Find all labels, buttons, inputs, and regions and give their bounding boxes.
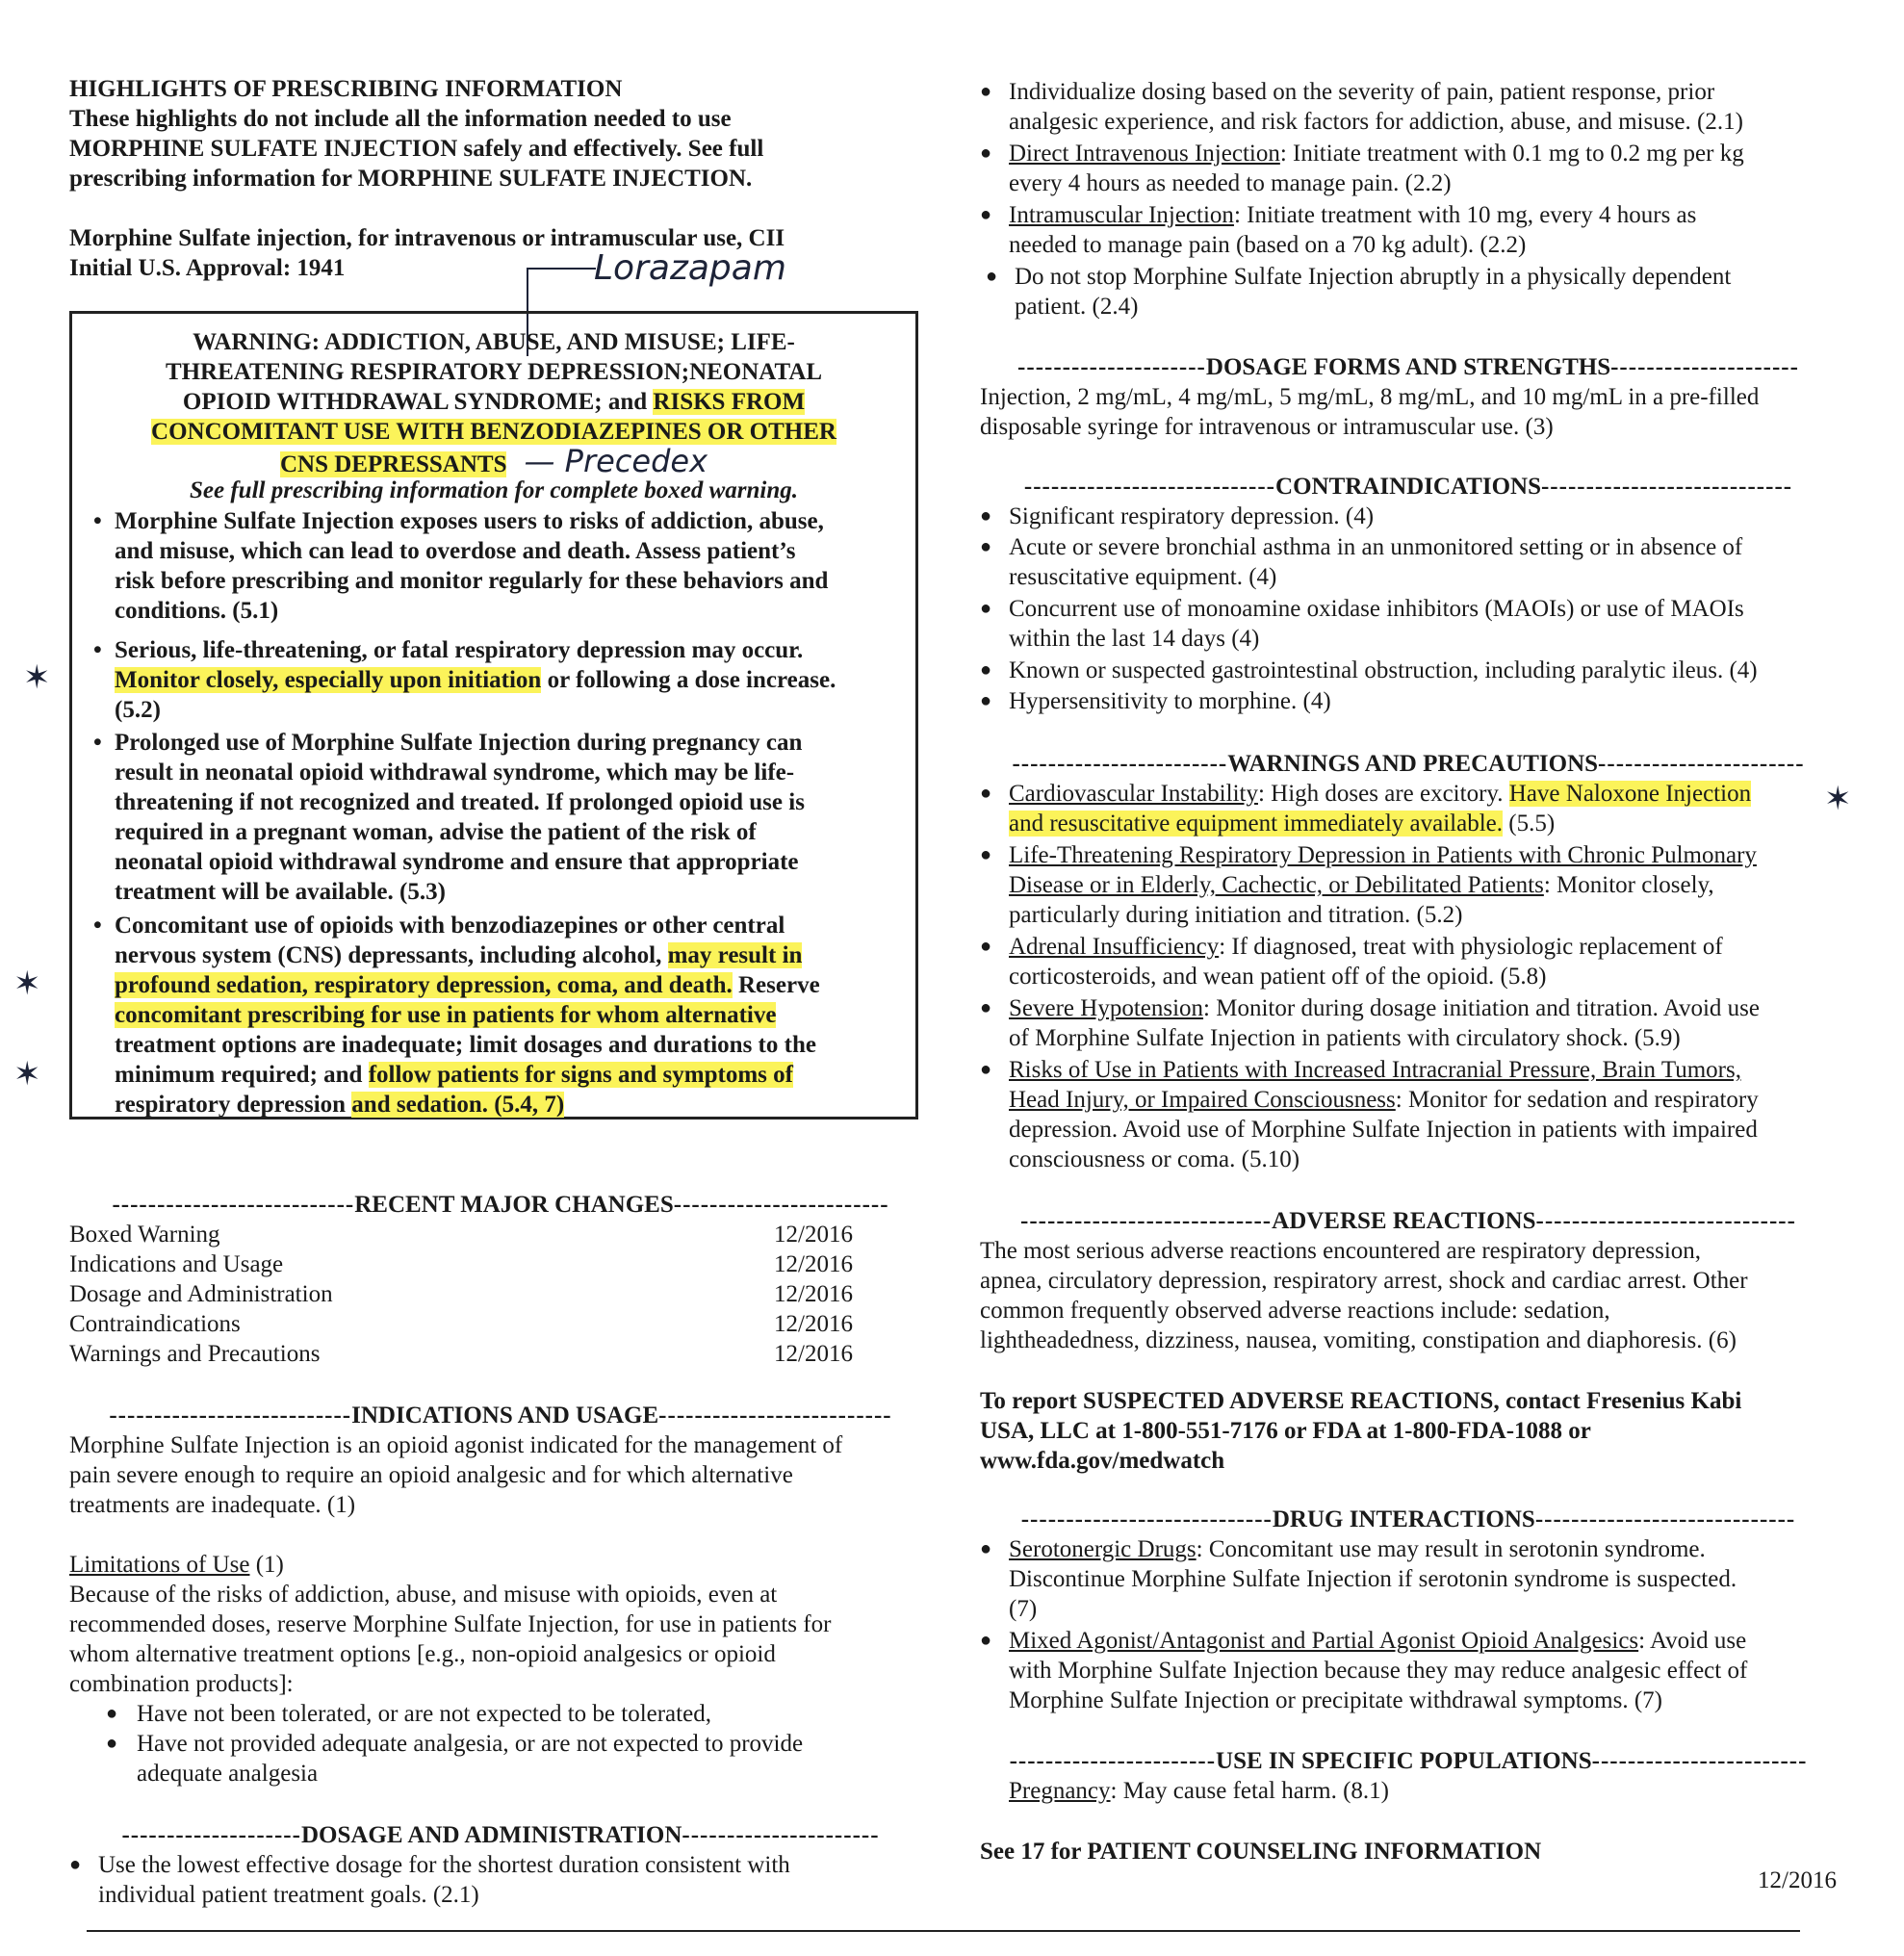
text-line: apnea, circulatory depression, respiratory arrest, shock and cardiac arrest. Other [980,1268,1748,1294]
adverse-heading: ----------------------------ADVERSE REACTIONS----------------------------- [1020,1208,1796,1234]
change-date: 12/2016 [774,1281,853,1307]
text-line: within the last 14 days (4) [1009,626,1260,652]
boxed-warning-title [72,327,915,479]
text-line: www.fda.gov/medwatch [980,1448,1225,1474]
text-line: resuscitative equipment. (4) [1009,564,1277,590]
highlighted-text: and resuscitative equipment immediately available. [1009,811,1504,836]
text-line: Acute or severe bronchial asthma in an unmonitored setting or in absence of [1009,534,1743,560]
underlined-term: Direct Intravenous Injection [1009,141,1280,167]
text-line: Use the lowest effective dosage for the shortest duration consistent with [98,1852,790,1878]
indications-heading: ---------------------------INDICATIONS AND USAGE-------------------------- [109,1403,892,1428]
text-line: lightheadedness, dizziness, nausea, vomiting, constipation and diaphoresis. (6) [980,1327,1737,1353]
change-row [69,1309,859,1339]
bullet-icon: • [93,730,102,756]
populations-heading: -----------------------USE IN SPECIFIC POPULATIONS------------------------ [1009,1748,1808,1774]
text-line: Significant respiratory depression. (4) [1009,503,1375,529]
boxed-item-line: Concomitant use of opioids with benzodiazepines or other central [115,913,785,939]
bullet-icon: ● [980,142,992,164]
text-line: USA, LLC at 1-800-551-7176 or FDA at 1-800-FDA-1088 or [980,1418,1591,1444]
text-line: (7) [1009,1596,1038,1622]
highlighted-text: CNS DEPRESSANTS [279,451,507,477]
underlined-term: Head Injury, or Impaired Consciousness [1009,1087,1396,1113]
highlighted-text: may result in [667,942,803,968]
recent-changes-heading: ---------------------------RECENT MAJOR CHANGES------------------------ [112,1192,889,1218]
intro-line: prescribing information for MORPHINE SULFATE INJECTION. [69,166,753,192]
boxed-item-line: required in a pregnant woman, advise the patient of the risk of [115,819,757,845]
highlights-title: HIGHLIGHTS OF PRESCRIBING INFORMATION [69,76,623,102]
text-line: with Morphine Sulfate Injection because they may reduce analgesic effect of [1009,1658,1748,1684]
bullet-icon: ● [980,783,992,804]
boxed-item-line: neonatal opioid withdrawal syndrome and ensure that appropriate [115,849,799,875]
text-line: adequate analgesia [137,1761,319,1787]
underlined-term: Life-Threatening Respiratory Depression in Patients with Chronic Pulmonary [1009,842,1757,868]
boxed-item-line: respiratory depression and sedation. (5.4, 7) [115,1092,565,1118]
text-line: Individualize dosing based on the severity of pain, patient response, prior [1009,79,1715,105]
bullet-icon: ● [980,505,992,527]
text-part: : Initiate treatment with 10 mg, every 4 hours as [1233,202,1697,228]
bullet-icon: ● [980,1059,992,1080]
boxed-item-line: (5.2) [115,697,161,723]
handwritten-precedex: — Precedex [524,443,708,479]
populations-text [1009,1776,1389,1806]
text-line: Injection, 2 mg/mL, 4 mg/mL, 5 mg/mL, 8 mg/mL, and 10 mg/mL in a pre-filled [980,384,1760,410]
underlined-term: Pregnancy [1009,1778,1111,1804]
section-title: DRUG INTERACTIONS [1272,1506,1535,1532]
text-part: : Monitor closely, [1543,872,1714,898]
title-part: OPIOID WITHDRAWAL SYNDROME; and [182,389,654,415]
highlighted-text: Monitor closely, especially upon initiation [115,667,542,693]
text-line: Do not stop Morphine Sulfate Injection abruptly in a physically dependent [1015,264,1732,290]
boxed-item-line [115,1000,904,1030]
interactions-heading: ----------------------------DRUG INTERACTIONS----------------------------- [1020,1506,1796,1532]
change-date: 12/2016 [774,1222,853,1248]
bullet-icon: ● [106,1733,118,1754]
handwritten-lorazepam: Lorazapam [594,248,786,288]
text-line: needed to manage pain (based on a 70 kg adult). (2.2) [1009,232,1527,258]
boxed-item-line: Morphine Sulfate Injection exposes users to risks of addiction, abuse, [115,508,824,534]
section-title: CONTRAINDICATIONS [1275,474,1541,500]
boxed-item-line: Serious, life-threatening, or fatal respiratory depression may occur. [115,637,804,663]
handwritten-star-icon: ✶ [23,658,51,697]
highlighted-text: profound sedation, respiratory depression, coma, and death. [115,972,733,998]
text-part: : Monitor during dosage initiation and titration. Avoid use [1203,995,1760,1021]
text-line: Have not been tolerated, or are not expected to be tolerated, [137,1701,711,1727]
bullet-icon: ● [980,536,992,557]
revision-date: 12/2016 [1758,1867,1837,1893]
footer-rule [87,1930,1800,1932]
product-line: Morphine Sulfate injection, for intravenous or intramuscular use, CII [69,225,785,251]
text-line: patient. (2.4) [1015,294,1139,320]
handwritten-star-icon: ✶ [13,965,41,1003]
report-adverse [980,1386,1741,1476]
text-line: whom alternative treatment options [e.g., non-opioid analgesics or opioid [69,1641,776,1667]
change-date: 12/2016 [774,1311,853,1337]
underlined-term: Adrenal Insufficiency [1009,934,1220,960]
text-line: Because of the risks of addiction, abuse, and misuse with opioids, even at [69,1582,778,1608]
underlined-term: Mixed Agonist/Antagonist and Partial Agonist Opioid Analgesics [1009,1628,1639,1654]
text-line: individual patient treatment goals. (2.1) [98,1882,479,1908]
bullet-icon: ● [980,690,992,711]
limitations-label: Limitations of Use [69,1552,250,1578]
section-title: WARNINGS AND PRECAUTIONS [1227,751,1599,777]
text-line: Have not provided adequate analgesia, or are not expected to provide [137,1731,804,1757]
text-part: : Concomitant use may result in serotonin syndrome. [1196,1536,1706,1562]
change-row [69,1279,859,1309]
text-line: combination products]: [69,1671,294,1697]
change-row [69,1220,859,1249]
change-row [69,1339,859,1369]
text-line: depression. Avoid use of Morphine Sulfate Injection in patients with impaired [1009,1117,1758,1143]
intro-line: These highlights do not include all the information needed to use [69,106,732,132]
bullet-icon: • [93,913,102,939]
text-line: disposable syringe for intravenous or intramuscular use. (3) [980,414,1554,440]
text-line: Concurrent use of monoamine oxidase inhibitors (MAOIs) or use of MAOIs [1009,596,1744,622]
text-line [1009,200,1839,230]
boxed-title-line: WARNING: ADDICTION, ABUSE, AND MISUSE; LIFE- [193,329,795,355]
boxed-item-line: Prolonged use of Morphine Sulfate Injection during pregnancy can [115,730,803,756]
underlined-term: Disease or in Elderly, Cachectic, or Debilitated Patients [1009,872,1544,898]
limitations-heading [69,1550,831,1580]
bullet-icon: ● [986,266,998,287]
text-line: and resuscitative equipment immediately available. (5.5) [1009,811,1556,836]
underlined-term: Serotonergic Drugs [1009,1536,1196,1562]
boxed-title-line: THREATENING RESPIRATORY DEPRESSION;NEONATAL [165,359,823,385]
bullet-icon: ● [980,204,992,225]
text-part: : If diagnosed, treat with physiologic replacement of [1219,934,1723,960]
highlighted-text: Have Naloxone Injection [1508,781,1752,807]
underlined-term: Intramuscular Injection [1009,202,1234,228]
limitations-ref: (1) [249,1552,284,1578]
boxed-item-line: result in neonatal opioid withdrawal syndrome, which may be life- [115,759,795,785]
text-line [1009,870,1839,900]
indications-text [69,1430,842,1520]
text-line: The most serious adverse reactions encountered are respiratory depression, [980,1238,1702,1264]
highlighted-text: RISKS FROM [653,389,806,415]
change-label: Contraindications [69,1311,241,1337]
highlighted-text: follow patients for signs and symptoms of [368,1062,793,1088]
dosage-admin-heading: --------------------DOSAGE AND ADMINISTRATION---------------------- [121,1822,880,1848]
change-label: Boxed Warning [69,1222,220,1248]
text-line: Hypersensitivity to morphine. (4) [1009,688,1331,714]
text-line: Discontinue Morphine Sulfate Injection if serotonin syndrome is suspected. [1009,1566,1737,1592]
bullet-icon: ● [980,1538,992,1559]
bullet-icon: ● [980,936,992,957]
counseling-note: See 17 for PATIENT COUNSELING INFORMATION [980,1839,1542,1865]
text-line: To report SUSPECTED ADVERSE REACTIONS, contact Fresenius Kabi [980,1388,1742,1414]
contraindications-heading: ----------------------------CONTRAINDICATIONS---------------------------- [1023,474,1793,500]
boxed-warning [69,311,918,1120]
change-label: Warnings and Precautions [69,1341,321,1367]
boxed-item-line: and misuse, which can lead to overdose and death. Assess patient’s [115,538,796,564]
bullet-icon: ● [980,598,992,619]
text-line: Morphine Sulfate Injection is an opioid agonist indicated for the management of [69,1432,843,1458]
highlighted-text: CONCOMITANT USE WITH BENZODIAZEPINES OR OTHER [151,419,836,445]
text-line [1009,993,1839,1023]
text-line [1009,932,1839,962]
underlined-term: Severe Hypotension [1009,995,1204,1021]
underlined-term: Cardiovascular Instability [1009,781,1258,807]
section-title: DOSAGE AND ADMINISTRATION [300,1822,682,1848]
boxed-see-full: See full prescribing information for complete boxed warning. [190,477,798,503]
handwritten-star-icon: ✶ [13,1055,41,1094]
highlights-intro [69,104,932,193]
warnings-heading: ------------------------WARNINGS AND PRECAUTIONS----------------------- [1012,751,1805,777]
text-part: : May cause fetal harm. (8.1) [1110,1778,1389,1804]
highlighted-text: concomitant prescribing for use in patients for whom alternative [115,1002,777,1028]
bullet-icon: ● [69,1854,82,1875]
bullet-icon: ● [980,659,992,681]
text-line: analgesic experience, and risk factors for addiction, abuse, and misuse. (2.1) [1009,109,1743,135]
product-info [69,223,932,283]
text-line: pain severe enough to require an opioid analgesic and for which alternative [69,1462,793,1488]
text-line: consciousness or coma. (5.10) [1009,1146,1300,1172]
section-title: USE IN SPECIFIC POPULATIONS [1216,1748,1592,1774]
bullet-icon: • [93,637,102,663]
highlighted-text: and sedation. (5.4, 7) [351,1092,565,1118]
bullet-icon: ● [980,997,992,1018]
intro-line: MORPHINE SULFATE INJECTION safely and effectively. See full [69,136,764,162]
bullet-icon: ● [980,1630,992,1651]
text-line: particularly during initiation and titration. (5.2) [1009,902,1463,928]
handwritten-star-icon: ✶ [1824,780,1852,818]
section-title: DOSAGE FORMS AND STRENGTHS [1205,354,1611,380]
text-part: : Monitor for sedation and respiratory [1395,1087,1759,1113]
boxed-item-line: treatment will be available. (5.3) [115,879,446,905]
boxed-item-line: profound sedation, respiratory depression, coma, and death. Reserve [115,972,820,998]
text-line: Cardiovascular Instability: High doses are excitory. Have Naloxone Injection [1009,781,1752,807]
boxed-title-line [72,387,915,417]
text-line: recommended doses, reserve Morphine Sulfate Injection, for use in patients for [69,1611,832,1637]
change-date: 12/2016 [774,1251,853,1277]
boxed-item-line: threatening if not recognized and treated. If prolonged opioid use is [115,789,805,815]
text-line: Known or suspected gastrointestinal obstruction, including paralytic ileus. (4) [1009,657,1758,683]
bullet-icon: • [93,508,102,534]
bullet-icon: ● [980,844,992,865]
limitations-of-use [69,1550,831,1699]
text-line: Morphine Sulfate Injection or precipitate withdrawal symptoms. (7) [1009,1687,1662,1713]
text-line: treatments are inadequate. (1) [69,1492,356,1518]
text-line [1009,1085,1839,1115]
dosage-forms-text [980,382,1759,442]
approval-line: Initial U.S. Approval: 1941 [69,255,346,281]
text-part: : Avoid use [1638,1628,1747,1654]
text-line: every 4 hours as needed to manage pain. (2.2) [1009,170,1452,196]
boxed-item-line: minimum required; and follow patients for signs and symptoms of [115,1062,793,1088]
underlined-term: Risks of Use in Patients with Increased Intracranial Pressure, Brain Tumors, [1009,1057,1741,1083]
text-line: corticosteroids, and wean patient off of the opioid. (5.8) [1009,964,1547,990]
change-row [69,1249,859,1279]
change-label: Dosage and Administration [69,1281,333,1307]
boxed-item-line: conditions. (5.1) [115,598,279,624]
boxed-item-line: risk before prescribing and monitor regularly for these behaviors and [115,568,829,594]
adverse-text [980,1236,1748,1355]
section-title: INDICATIONS AND USAGE [351,1403,659,1428]
boxed-item-line: Monitor closely, especially upon initiation or following a dose increase. [115,667,836,693]
boxed-item-line: treatment options are inadequate; limit dosages and durations to the [115,1032,816,1058]
text-line: of Morphine Sulfate Injection in patients with circulatory shock. (5.9) [1009,1025,1681,1051]
change-label: Indications and Usage [69,1251,284,1277]
bullet-icon: ● [106,1703,118,1724]
text-line: common frequently observed adverse reactions include: sedation, [980,1298,1610,1324]
boxed-title-line [72,443,915,479]
change-date: 12/2016 [774,1341,853,1367]
section-title: ADVERSE REACTIONS [1272,1208,1536,1234]
text-part: : Initiate treatment with 0.1 mg to 0.2 mg per kg [1279,141,1744,167]
text-line [1009,139,1839,168]
section-title: RECENT MAJOR CHANGES [354,1192,674,1218]
bullet-icon: ● [980,81,992,102]
boxed-title-line [72,417,915,447]
text-line [1009,1626,1839,1656]
dosage-forms-heading: ---------------------DOSAGE FORMS AND STRENGTHS--------------------- [1017,354,1799,380]
boxed-item-line: nervous system (CNS) depressants, including alcohol, may result in [115,942,803,968]
text-line [1009,1534,1839,1564]
